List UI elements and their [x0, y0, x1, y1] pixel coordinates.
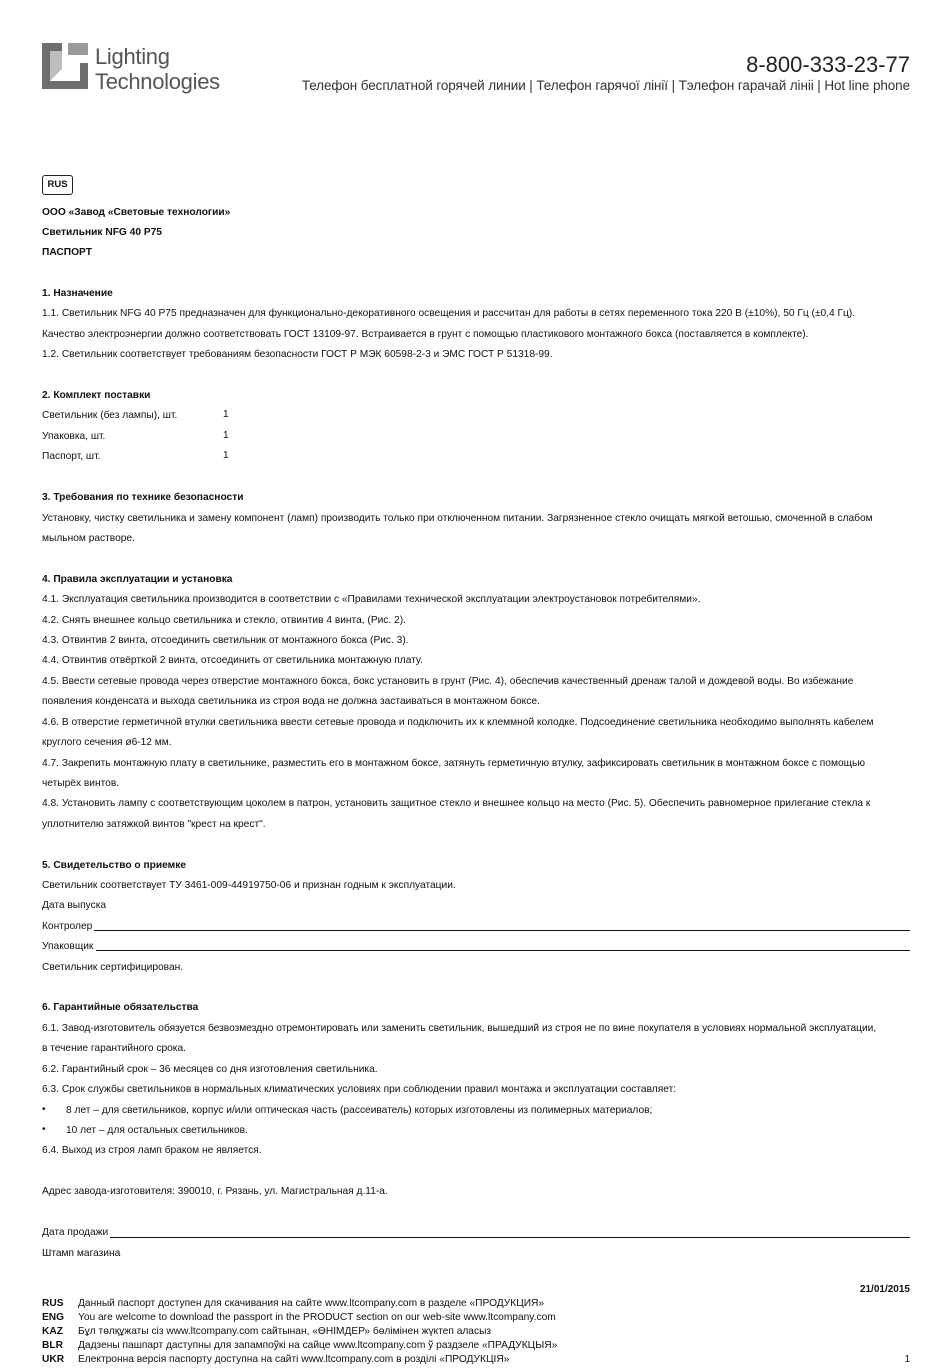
download-note: Данный паспорт доступен для скачивания на сайте www.ltcompany.com в разделе «ПРОДУКЦИЯ» [78, 1298, 545, 1309]
download-note-row [42, 1325, 491, 1338]
controller-label: Контролер [42, 921, 93, 932]
shop-stamp-label: Штамп магазина [42, 1248, 121, 1259]
section-4-line: четырёх винтов. [42, 778, 120, 789]
download-note: Бұл төлқұжаты сіз www.ltcompany.com сайтынан, «ӨНІМДЕР» бөлімінен жүктеп аласыз [78, 1326, 492, 1337]
download-note: Дадзены пашпарт даступны для запампоўкі на сайце www.ltcompany.com ў раздзеле «ПРАДУКЦЫЯ» [78, 1340, 558, 1351]
section-6-line: 6.1. Завод-изготовитель обязуется безвозмездно отремонтировать или заменить светильник, вышедший из строя не по вине покупателя в условиях нормальной эксплуатации, [42, 1023, 877, 1034]
section-6-line: 6.4. Выход из строя ламп браком не является. [42, 1145, 262, 1156]
section-5-title: 5. Свидетельство о приемке [42, 860, 186, 871]
page-number: 1 [904, 1354, 910, 1365]
kit-item-name: Паспорт, шт. [42, 451, 101, 462]
section-4-line: 4.8. Установить лампу с соответствующим цоколем в патрон, установить защитное стекло и внешнее кольцо на место (Рис. 5). Обеспечить равномерное прилегание стекла к [42, 798, 871, 809]
kit-item-qty: 1 [223, 430, 229, 441]
section-4-line: 4.5. Ввести сетевые провода через отверстие монтажного бокса, бокс установить в грунт (Рис. 4), обеспечив качественный дренаж талой и дождевой воды. Во избежание [42, 676, 854, 687]
section-3-line: Установку, чистку светильника и замену компонент (ламп) производить только при отключенном питании. Загрязненное стекло очищать мягкой ветошью, смоченной в слабом [42, 513, 873, 524]
section-2-title: 2. Комплект поставки [42, 390, 151, 401]
download-note-row [42, 1339, 557, 1352]
kit-item-qty: 1 [223, 409, 229, 420]
section-4-line: уплотнителю затяжкой винтов "крест на крест". [42, 819, 266, 830]
section-4-line: 4.6. В отверстие герметичной втулки светильника ввести сетевые провода и подключить их к клеммной колодке. Подсоединение светильника необходимо выполнять кабелем [42, 717, 874, 728]
product-name: Светильник NFG 40 P75 [42, 227, 162, 238]
lang-code: UKR [42, 1354, 65, 1365]
controller-signature-line [94, 930, 910, 931]
kit-item-name: Упаковка, шт. [42, 431, 106, 442]
lang-code: KAZ [42, 1326, 63, 1337]
section-1-title: 1. Назначение [42, 288, 113, 299]
lang-code: ENG [42, 1312, 65, 1323]
download-note-row [42, 1297, 544, 1310]
section-3-title: 3. Требования по технике безопасности [42, 492, 244, 503]
section-6-title: 6. Гарантийные обязательства [42, 1002, 199, 1013]
packer-signature-line [96, 950, 910, 951]
section-6-line: в течение гарантийного срока. [42, 1043, 186, 1054]
hotline-caption: Телефон бесплатной горячей линии | Телефон гарячої лінії | Тэлефон гарачай лініі | Hot line phone [301, 78, 910, 93]
section-6-bullet: 8 лет – для светильников, корпус и/или оптическая часть (рассеиватель) которых изготовлены из полимерных материалов; [66, 1105, 653, 1116]
factory-address: Адрес завода-изготовителя: 390010, г. Рязань, ул. Магистральная д.11-а. [42, 1186, 388, 1197]
bullet-icon: • [42, 1104, 46, 1115]
acceptance-statement: Светильник соответствует ТУ 3461-009-44919750-06 и признан годным к эксплуатации. [42, 880, 456, 891]
document-date: 21/01/2015 [859, 1284, 910, 1295]
certified-note: Светильник сертифицирован. [42, 962, 184, 973]
logo-line-2: Technologies [95, 69, 220, 94]
company-logo [42, 43, 242, 98]
section-3-line: мыльном растворе. [42, 533, 135, 544]
section-1-p1a: 1.1. Светильник NFG 40 P75 предназначен для функционально-декоративного освещения и рассчитан для работы в сетях переменного тока 220 В (±10%), 50 Гц (±0,4 Гц). [42, 308, 856, 319]
download-note: You are welcome to download the passport in the PRODUCT section on our web-site www.ltcompany.com [78, 1312, 556, 1323]
language-badge: RUS [42, 175, 73, 195]
section-4-line: появления конденсата и выхода светильника из строя вода не должна застаиваться в монтажном боксе. [42, 696, 540, 707]
section-6-line: 6.3. Срок службы светильников в нормальных климатических условиях при соблюдении правил монтажа и эксплуатации составляет: [42, 1084, 677, 1095]
section-4-line: 4.7. Закрепить монтажную плату в светильнике, разместить его в монтажном боксе, затянуть герметичную втулку, зафиксировать светильник в монтажном боксе с помощью [42, 758, 865, 769]
sale-date-label: Дата продажи [42, 1227, 109, 1238]
kit-item-qty: 1 [223, 450, 229, 461]
logo-line-1: Lighting [95, 44, 170, 69]
sale-date-line [110, 1237, 910, 1238]
release-date-label: Дата выпуска [42, 900, 107, 911]
logo-text [95, 44, 220, 94]
download-note-row [42, 1353, 509, 1366]
section-1-p2: 1.2. Светильник соответствует требованиям безопасности ГОСТ Р МЭК 60598-2-3 и ЭМС ГОСТ Р 51318-99. [42, 349, 553, 360]
kit-item-name: Светильник (без лампы), шт. [42, 410, 178, 421]
section-4-line: 4.1. Эксплуатация светильника производится в соответствии с «Правилами технической эксплуатации электроустановок потребителями». [42, 594, 701, 605]
section-6-line: 6.2. Гарантийный срок – 36 месяцев со дня изготовления светильника. [42, 1064, 378, 1075]
bullet-icon: • [42, 1124, 46, 1135]
lang-code: BLR [42, 1340, 63, 1351]
section-1-p1b: Качество электроэнергии должно соответствовать ГОСТ 13109-97. Встраивается в грунт с помощью пластикового монтажного бокса (поставляется в комплекте). [42, 329, 809, 340]
section-4-line: 4.3. Отвинтив 2 винта, отсоединить светильник от монтажного бокса (Рис. 3). [42, 635, 409, 646]
section-6-bullet: 10 лет – для остальных светильников. [66, 1125, 248, 1136]
logo-mark-icon [42, 43, 88, 89]
section-4-title: 4. Правила эксплуатации и установка [42, 574, 233, 585]
section-4-line: 4.2. Снять внешнее кольцо светильника и стекло, отвинтив 4 винта, (Рис. 2). [42, 615, 406, 626]
section-4-line: 4.4. Отвинтив отвёрткой 2 винта, отсоединить от светильника монтажную плату. [42, 655, 423, 666]
packer-label: Упаковщик [42, 941, 94, 952]
download-note-row [42, 1311, 556, 1324]
section-4-line: круглого сечения ø6-12 мм. [42, 737, 172, 748]
download-note: Електронна версія паспорту доступна на сайті www.ltcompany.com в розділі «ПРОДУКЦІЯ» [78, 1354, 510, 1365]
document-title: ПАСПОРТ [42, 247, 92, 258]
lang-code: RUS [42, 1298, 64, 1309]
company-name: ООО «Завод «Световые технологии» [42, 207, 231, 218]
hotline-phone: 8-800-333-23-77 [746, 52, 910, 77]
